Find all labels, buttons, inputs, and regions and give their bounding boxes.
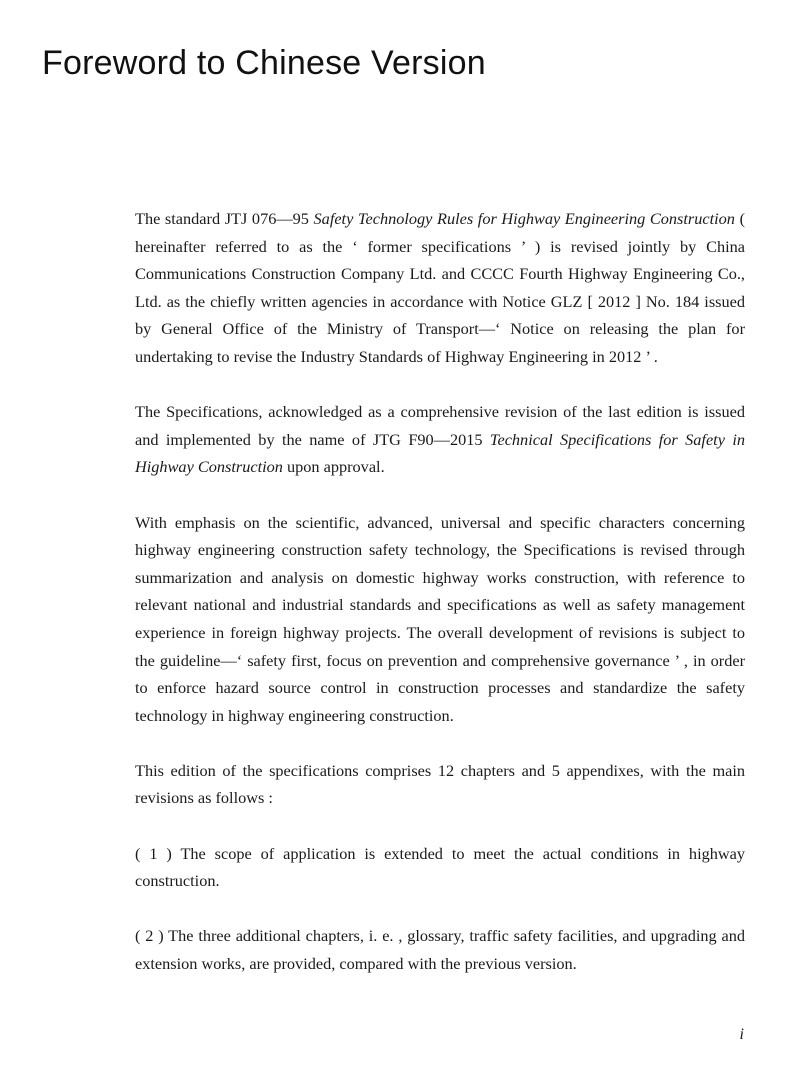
paragraph-2-lead: The Specifications, acknowledged as a comprehensive revision of the last edition is issued and implemented by the name of JTG F90—2015 [135,402,745,449]
paragraph-1-standard-title: Safety Technology Rules for Highway Engineering Construction [313,209,735,228]
foreword-body [135,205,745,1005]
paragraph-2 [135,398,745,481]
page-title: Foreword to Chinese Version [42,44,486,82]
paragraph-5: ( 1 ) The scope of application is extended to meet the actual conditions in highway construction. [135,843,745,891]
page-number: i [739,1026,744,1043]
paragraph-1-lead: The standard JTJ 076—95 [135,209,314,228]
paragraph-3: With emphasis on the scientific, advanced, universal and specific characters concerning highway engineering construction safety technology, the Specifications is revised through summarization and analysis on domestic highway works construction, with reference to relevant national and industrial standards and specifications as well as safety management experience in foreign highway projects. The overall development of revisions is subject to the guideline—‘ safety first, focus on prevention and comprehensive governance ’ , in order to enforce hazard source control in construction processes and standardize the safety technology in highway engineering construction. [135,512,745,725]
paragraph-1 [135,205,745,371]
paragraph-1-rest: ( hereinafter referred to as the ‘ former specifications ’ ) is revised jointly by China Communications Construction Company Ltd. and CCCC Fourth Highway Engineering Co., Ltd. as the chiefly written agencies in accordance with Notice GLZ [ 2012 ] No. 184 issued by General Office of the Ministry of Transport—‘ Notice on releasing the plan for undertaking to revise the Industry Standards of Highway Engineering in 2012 ’ . [135,209,745,366]
paragraph-2-rest: upon approval. [282,457,385,477]
paragraph-6: ( 2 ) The three additional chapters, i. e. , glossary, traffic safety facilities, and upgrading and extension works, are provided, compared with the previous version. [135,926,745,974]
paragraph-4: This edition of the specifications comprises 12 chapters and 5 appendixes, with the main revisions as follows : [135,760,745,808]
paragraph-2-standard-title: Technical Specifications for Safety in Highway Construction [135,429,745,477]
